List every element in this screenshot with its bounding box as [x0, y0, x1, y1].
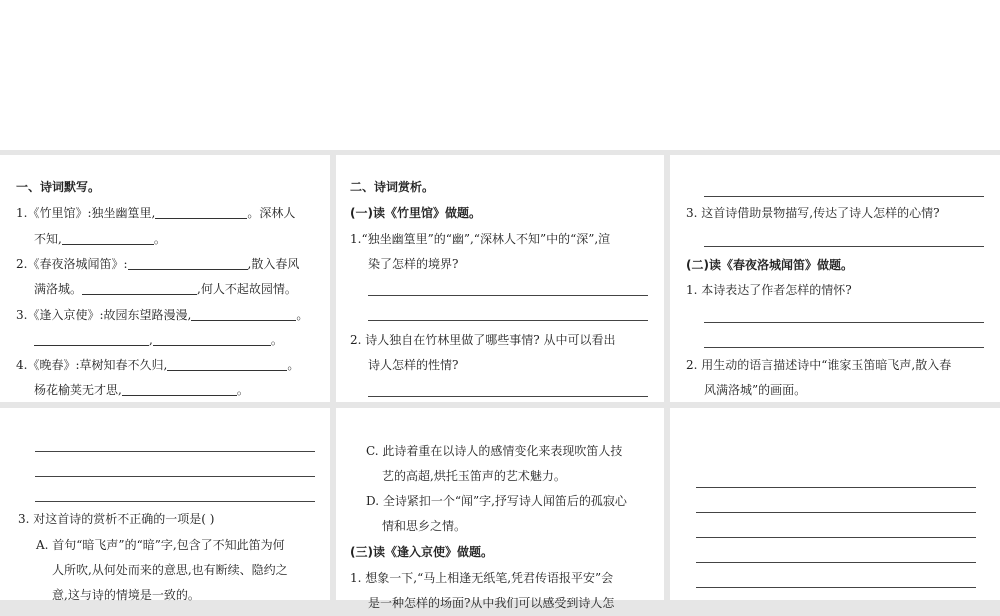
answer-blank[interactable]: [62, 230, 154, 245]
option-d[interactable]: D. 全诗紧扣一个“闻”字,抒写诗人闻笛后的孤寂心: [366, 494, 627, 508]
answer-line[interactable]: [35, 451, 315, 452]
question-text: 是一种怎样的场面?从中我们可以感受到诗人怎: [368, 596, 615, 610]
question-text: 。: [236, 383, 249, 397]
panel-appreciation-2: [670, 155, 1000, 402]
answer-line[interactable]: [368, 295, 648, 296]
question-text: 。: [270, 333, 283, 347]
question-line: [34, 328, 283, 353]
question-text: 1. 想象一下,“马上相逢无纸笔,凭君传语报平安”会: [350, 571, 614, 585]
question-text: 2. 诗人独自在竹林里做了哪些事情? 从中可以看出: [350, 333, 616, 347]
answer-line[interactable]: [704, 196, 984, 197]
question-line: [34, 227, 166, 252]
answer-line[interactable]: [704, 347, 984, 348]
panel-appreciation-1: [336, 155, 664, 402]
question-text: 。: [296, 308, 309, 322]
option-text: 情和思乡之情。: [382, 519, 467, 533]
answer-line[interactable]: [368, 396, 648, 397]
answer-line[interactable]: [35, 501, 315, 502]
question-text: 。深林人: [247, 206, 296, 220]
option-text: 艺的高超,烘托玉笛声的艺术魅力。: [382, 469, 566, 483]
option-text: 意,这与诗的情境是一致的。: [52, 588, 200, 602]
answer-line[interactable]: [704, 322, 984, 323]
question-text: 。: [153, 232, 166, 246]
option-text: 人所吹,从何处而来的意思,也有断续、隐约之: [52, 563, 288, 577]
panel-recitation: [0, 155, 330, 402]
question-line: [34, 277, 297, 302]
section-title: 一、诗词默写。: [16, 180, 101, 194]
question-text: ,: [149, 333, 153, 347]
question-text: 不知,: [34, 232, 62, 246]
answer-blank[interactable]: [191, 306, 296, 321]
question-line: [16, 303, 308, 328]
question-line: [16, 201, 295, 226]
option-c[interactable]: C. 此诗着重在以诗人的感情变化来表现吹笛人技: [366, 444, 623, 458]
section-title: 二、诗词赏析。: [350, 180, 435, 194]
answer-blank[interactable]: [82, 280, 197, 295]
question-text: 3. 这首诗借助景物描写,传达了诗人怎样的心情?: [686, 206, 940, 220]
question-text: 。: [287, 358, 300, 372]
question-text: 3.《逢入京使》:故园东望路漫漫,: [16, 308, 192, 322]
answer-line[interactable]: [35, 476, 315, 477]
answer-blank[interactable]: [167, 356, 287, 371]
answer-blank[interactable]: [122, 381, 237, 396]
question-text: 染了怎样的境界?: [368, 257, 459, 271]
answer-blank[interactable]: [128, 255, 248, 270]
subsection-title: (三)读《逢入京使》做题。: [350, 545, 493, 559]
answer-line[interactable]: [696, 562, 976, 563]
panel-appreciation-4: [336, 408, 664, 610]
answer-line[interactable]: [696, 487, 976, 488]
question-text: ,散入春风: [247, 257, 300, 271]
question-text: 3. 对这首诗的赏析不正确的一项是( ): [18, 512, 215, 526]
question-line: [34, 378, 249, 403]
question-text: 杨花榆荚无才思,: [34, 383, 122, 397]
answer-line[interactable]: [696, 587, 976, 588]
question-text: ,何人不起故园情。: [197, 282, 297, 296]
subsection-title: (二)读《春夜洛城闻笛》做题。: [686, 258, 853, 272]
panel-appreciation-3: [0, 408, 330, 600]
question-text: 4.《晚春》:草树知春不久归,: [16, 358, 168, 372]
option-a[interactable]: A. 首句“暗飞声”的“暗”字,包含了不知此笛为何: [36, 538, 285, 552]
answer-line[interactable]: [704, 246, 984, 247]
answer-line[interactable]: [696, 537, 976, 538]
question-text: 满洛城。: [34, 282, 83, 296]
question-text: 2.《春夜洛城闻笛》:: [16, 257, 128, 271]
answer-line[interactable]: [368, 320, 648, 321]
question-text: 1.《竹里馆》:独坐幽篁里,: [16, 206, 156, 220]
question-text: 2. 用生动的语言描述诗中“谁家玉笛暗飞声,散入春: [686, 358, 952, 372]
question-text: 风满洛城”的画面。: [704, 383, 807, 397]
answer-blank[interactable]: [155, 204, 247, 219]
top-blank-area: [0, 0, 1000, 150]
question-text: 1. 本诗表达了作者怎样的情怀?: [686, 283, 852, 297]
question-line: [16, 353, 299, 378]
question-line: [16, 252, 299, 277]
panel-answer-lines: [670, 408, 1000, 600]
answer-blank[interactable]: [153, 331, 271, 346]
answer-blank[interactable]: [34, 331, 149, 346]
question-text: 1.“独坐幽篁里”的“幽”,“深林人不知”中的“深”,渲: [350, 232, 611, 246]
subsection-title: (一)读《竹里馆》做题。: [350, 206, 481, 220]
question-text: 诗人怎样的性情?: [368, 358, 459, 372]
answer-line[interactable]: [696, 512, 976, 513]
